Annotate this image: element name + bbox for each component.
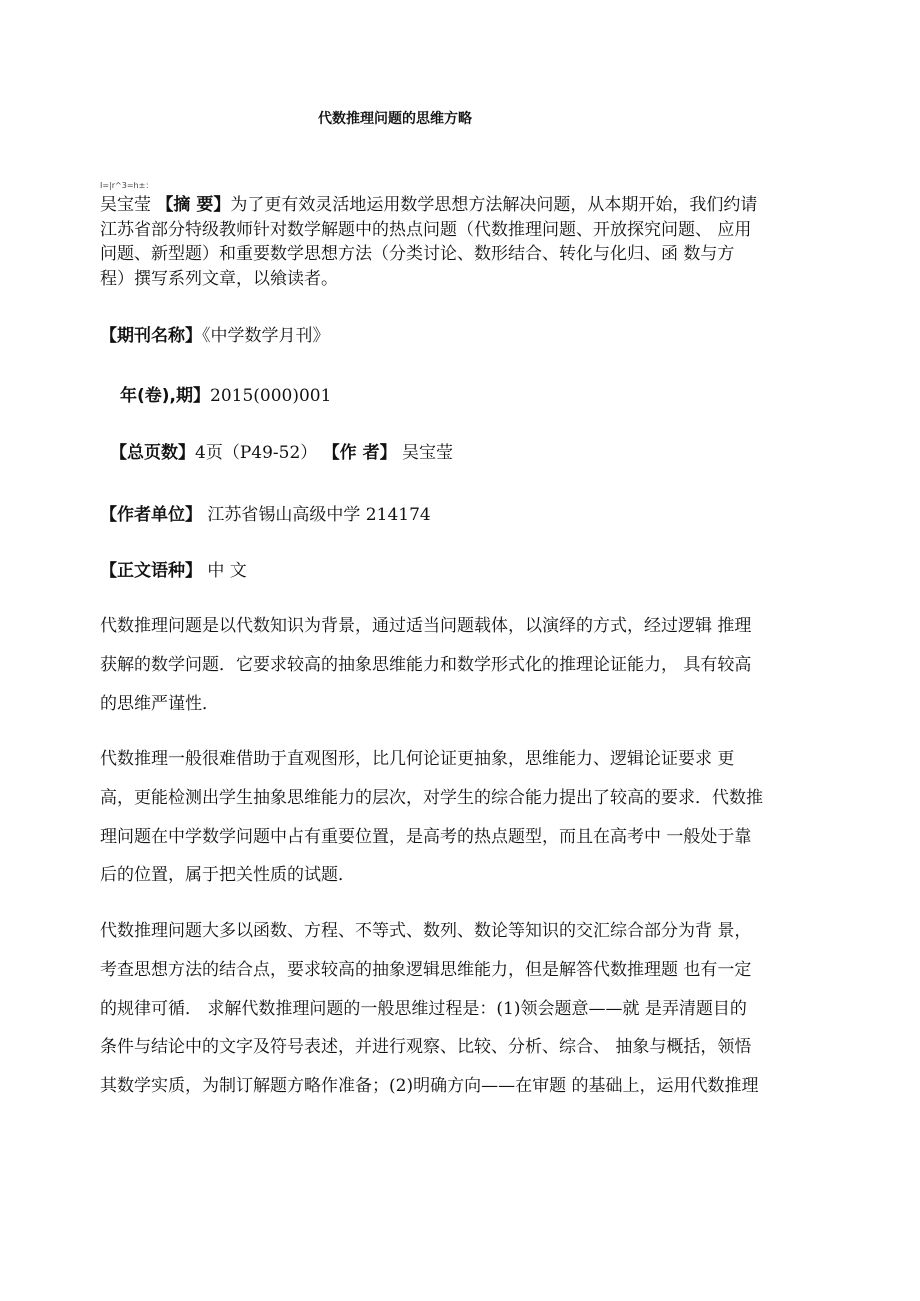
abstract-line: 程）撰写系列文章，以飨读者。 — [100, 268, 338, 289]
abstract-text: 为了更有效灵活地运用数学思想方法解决问题，从本期开始，我们约请 — [230, 195, 758, 215]
abstract-line: 问题、新型题）和重要数学思想方法（分类讨论、数形结合、转化与化归、函 数与方 — [100, 244, 735, 264]
issue-label: 年(卷),期】 — [120, 386, 210, 406]
body-line: 后的位置，属于把关性质的试题． — [100, 865, 355, 886]
pages-label: 【总页数】 — [110, 443, 195, 463]
lang-value: 中 文 — [207, 561, 247, 581]
meta-issue — [120, 381, 331, 406]
abstract-block — [100, 193, 830, 291]
body-line: 代数推理一般很难借助于直观图形，比几何论证更抽象，思维能力、逻辑论证要求 更 — [100, 749, 735, 769]
abstract-author: 吴宝莹 — [100, 195, 151, 215]
body-line: 条件与结论中的文字及符号表述，并进行观察、比较、分析、综合、 抽象与概括，领悟 — [100, 1037, 752, 1058]
meta-language — [100, 556, 247, 581]
author-value: 吴宝莹 — [402, 443, 453, 463]
issue-value: 2015(000)001 — [210, 386, 332, 406]
body-line: 考查思想方法的结合点，要求较高的抽象逻辑思维能力，但是解答代数推理题 也有一定 — [100, 959, 752, 980]
author-label: 【作 者】 — [322, 443, 397, 463]
lang-label: 【正文语种】 — [100, 561, 202, 581]
body-line: 理问题在中学数学问题中占有重要位置，是高考的热点题型，而且在高考中 一般处于靠 — [100, 826, 752, 847]
body-line: 代数推理问题是以代数知识为背景，通过适当问题载体，以演绎的方式，经过逻辑 推理 — [100, 616, 752, 636]
pages-value: 4页（P49-52） — [195, 443, 318, 463]
page-title: 代数推理问题的思维方略 — [318, 111, 472, 127]
body-line: 其数学实质，为制订解题方略作准备；(2)明确方向——在审题 的基础上，运用代数推理 — [100, 1076, 759, 1097]
abstract-line — [100, 193, 830, 218]
body-line: 高，更能检测出学生抽象思维能力的层次，对学生的综合能力提出了较高的要求．代数推 — [100, 787, 763, 808]
body-line: 的思维严谨性． — [100, 693, 219, 714]
meta-journal — [100, 321, 330, 346]
body-paragraph-1 — [100, 607, 825, 723]
unit-value: 江苏省锡山高级中学 214174 — [207, 505, 431, 525]
meta-pages-author — [110, 438, 453, 463]
abstract-label: 【摘 要】 — [156, 195, 231, 215]
abstract-line: 江苏省部分特级教师针对数学解题中的热点问题（代数推理问题、开放探究问题、 应用 — [100, 219, 752, 240]
body-line: 代数推理问题大多以函数、方程、不等式、数列、数论等知识的交汇综合部分为背 景， — [100, 921, 752, 941]
body-paragraph-3 — [100, 912, 825, 1106]
unit-label: 【作者单位】 — [100, 505, 202, 525]
body-line: 的规律可循． 求解代数推理问题的一般思维过程是：(1)领会题意——就 是弄清题目的 — [100, 998, 747, 1019]
garbled-text: I=|r^3=h±： — [100, 181, 154, 190]
journal-label: 【期刊名称】 — [100, 326, 202, 346]
journal-value: 《中学数学月刊》 — [202, 326, 330, 346]
body-paragraph-2 — [100, 740, 825, 895]
body-line: 获解的数学问题．它要求较高的抽象思维能力和数学形式化的推理论证能力， 具有较高 — [100, 654, 752, 675]
meta-unit — [100, 500, 431, 525]
